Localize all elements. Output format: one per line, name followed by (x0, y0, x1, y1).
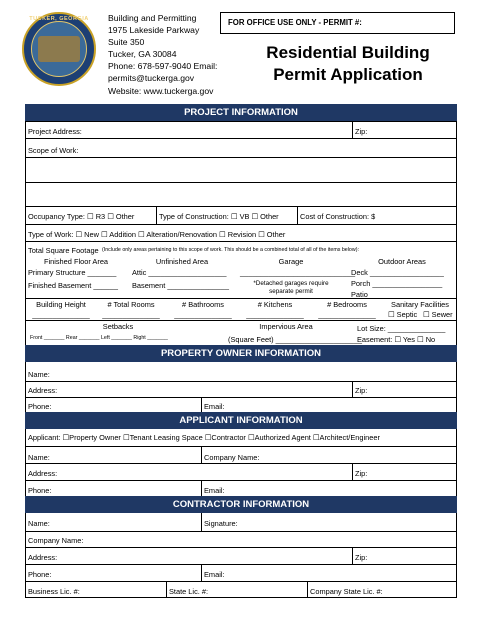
contractor-address-field[interactable]: Address: (28, 553, 58, 562)
applicant-name-field[interactable]: Name: (28, 453, 50, 462)
basement-field[interactable]: Basement _______________ (132, 281, 229, 290)
title-line-2: Permit Application (273, 65, 423, 84)
phone: Phone: 678-597-9040 Email: (108, 61, 218, 72)
bathrooms-field[interactable]: ______________ (174, 310, 232, 319)
contractor-signature-field[interactable]: Signature: (204, 519, 238, 528)
owner-name-field[interactable]: Name: (28, 370, 50, 379)
owner-email-field[interactable]: Email: (204, 402, 225, 411)
applicant-section-header: APPLICANT INFORMATION (25, 412, 457, 429)
finished-basement-field[interactable]: Finished Basement ______ (28, 281, 118, 290)
outdoor-areas-heading: Outdoor Areas (378, 257, 426, 266)
setbacks-label: Setbacks (102, 322, 134, 331)
owner-section-header: PROPERTY OWNER INFORMATION (25, 345, 457, 362)
company-state-license-field[interactable]: Company State Lic. #: (310, 587, 383, 596)
building-height-label: Building Height (36, 300, 86, 309)
project-address-field[interactable]: Project Address: (28, 127, 82, 136)
contractor-name-field[interactable]: Name: (28, 519, 50, 528)
suite: Suite 350 (108, 37, 145, 48)
applicant-type-checkboxes[interactable]: Applicant: ☐Property Owner ☐Tenant Leasing Space ☐Contractor ☐Authorized Agent ☐Architect/Engineer (28, 433, 380, 442)
applicant-phone-field[interactable]: Phone: (28, 486, 52, 495)
septic-checkbox[interactable]: ☐ Septic (388, 310, 418, 319)
sewer-checkbox[interactable]: ☐ Sewer (423, 310, 453, 319)
building-height-field[interactable]: ______________ (32, 310, 90, 319)
kitchens-field[interactable]: ______________ (246, 310, 304, 319)
email-link[interactable]: permits@tuckerga.gov (108, 73, 195, 84)
applicant-zip-field[interactable]: Zip: (355, 469, 368, 478)
street: 1975 Lakeside Parkway (108, 25, 200, 36)
unfinished-area-heading: Unfinished Area (155, 257, 209, 266)
applicant-address-field[interactable]: Address: (28, 469, 58, 478)
contractor-email-field[interactable]: Email: (204, 570, 225, 579)
garage-heading: Garage (278, 257, 304, 266)
city: Tucker, GA 30084 (108, 49, 177, 60)
patio-field[interactable]: Patio _________________ (351, 290, 440, 299)
project-zip-field[interactable]: Zip: (355, 127, 368, 136)
sanitary-label: Sanitary Facilities (391, 300, 449, 309)
project-section-header: PROJECT INFORMATION (25, 104, 457, 121)
total-rooms-field[interactable]: ______________ (102, 310, 160, 319)
dept-name: Building and Permitting (108, 13, 197, 23)
easement-checkboxes[interactable]: Easement: ☐ Yes ☐ No (357, 335, 436, 344)
bedrooms-field[interactable]: ______________ (318, 310, 376, 319)
lot-size-field[interactable]: Lot Size: ______________ (357, 324, 446, 333)
page-title (238, 42, 458, 86)
state-license-field[interactable]: State Lic. #: (169, 587, 209, 596)
owner-address-field[interactable]: Address: (28, 386, 58, 395)
applicant-email-field[interactable]: Email: (204, 486, 225, 495)
attic-field[interactable]: Attic ___________________ (132, 268, 227, 277)
owner-phone-field[interactable]: Phone: (28, 402, 52, 411)
department-address (108, 12, 217, 97)
deck-field[interactable]: Deck __________________ (351, 268, 444, 277)
seal-text: TUCKER, GEORGIA (29, 16, 89, 22)
owner-zip-field[interactable]: Zip: (355, 386, 368, 395)
contractor-company-field[interactable]: Company Name: (28, 536, 84, 545)
occupancy-type[interactable]: Occupancy Type: ☐ R3 ☐ Other (28, 212, 135, 221)
finished-area-heading: Finished Floor Area (43, 257, 109, 266)
title-line-1: Residential Building (266, 43, 430, 62)
total-sqft-label: Total Square Footage (28, 246, 99, 255)
contractor-section-header: CONTRACTOR INFORMATION (25, 496, 457, 513)
bathrooms-label: # Bathrooms (182, 300, 224, 309)
primary-structure-field[interactable]: Primary Structure _______ (28, 268, 117, 277)
website-link[interactable]: Website: www.tuckerga.gov (108, 85, 214, 96)
business-license-field[interactable]: Business Lic. #: (28, 587, 80, 596)
contractor-phone-field[interactable]: Phone: (28, 570, 52, 579)
garage-field[interactable]: ____________________________ (240, 268, 356, 277)
office-use-box: FOR OFFICE USE ONLY - PERMIT #: (220, 12, 455, 34)
kitchens-label: # Kitchens (257, 300, 293, 309)
scope-of-work-field[interactable]: Scope of Work: (28, 146, 79, 155)
work-type[interactable]: Type of Work: ☐ New ☐ Addition ☐ Alteration/Renovation ☐ Revision ☐ Other (28, 230, 286, 239)
porch-field[interactable]: Porch _________________ (351, 279, 443, 288)
impervious-field[interactable]: (Square Feet) _____________________ (228, 335, 362, 344)
total-sqft-note: (Include only areas pertaining to this scope of work. This should be a combined total of all of the items below): (102, 247, 359, 253)
construction-type[interactable]: Type of Construction: ☐ VB ☐ Other (159, 212, 279, 221)
city-seal-logo (22, 12, 96, 86)
applicant-company-field[interactable]: Company Name: (204, 453, 260, 462)
garage-note-1: *Detached garages require (253, 280, 329, 287)
contractor-zip-field[interactable]: Zip: (355, 553, 368, 562)
garage-note-2: separate permit (269, 288, 313, 295)
bedrooms-label: # Bedrooms (327, 300, 367, 309)
construction-cost-field[interactable]: Cost of Construction: $ (300, 212, 376, 221)
total-rooms-label: # Total Rooms (107, 300, 155, 309)
impervious-label: Impervious Area (259, 322, 313, 331)
setbacks-fields[interactable]: Front _______ Rear _______ Left _______ Right _______ (30, 335, 168, 341)
